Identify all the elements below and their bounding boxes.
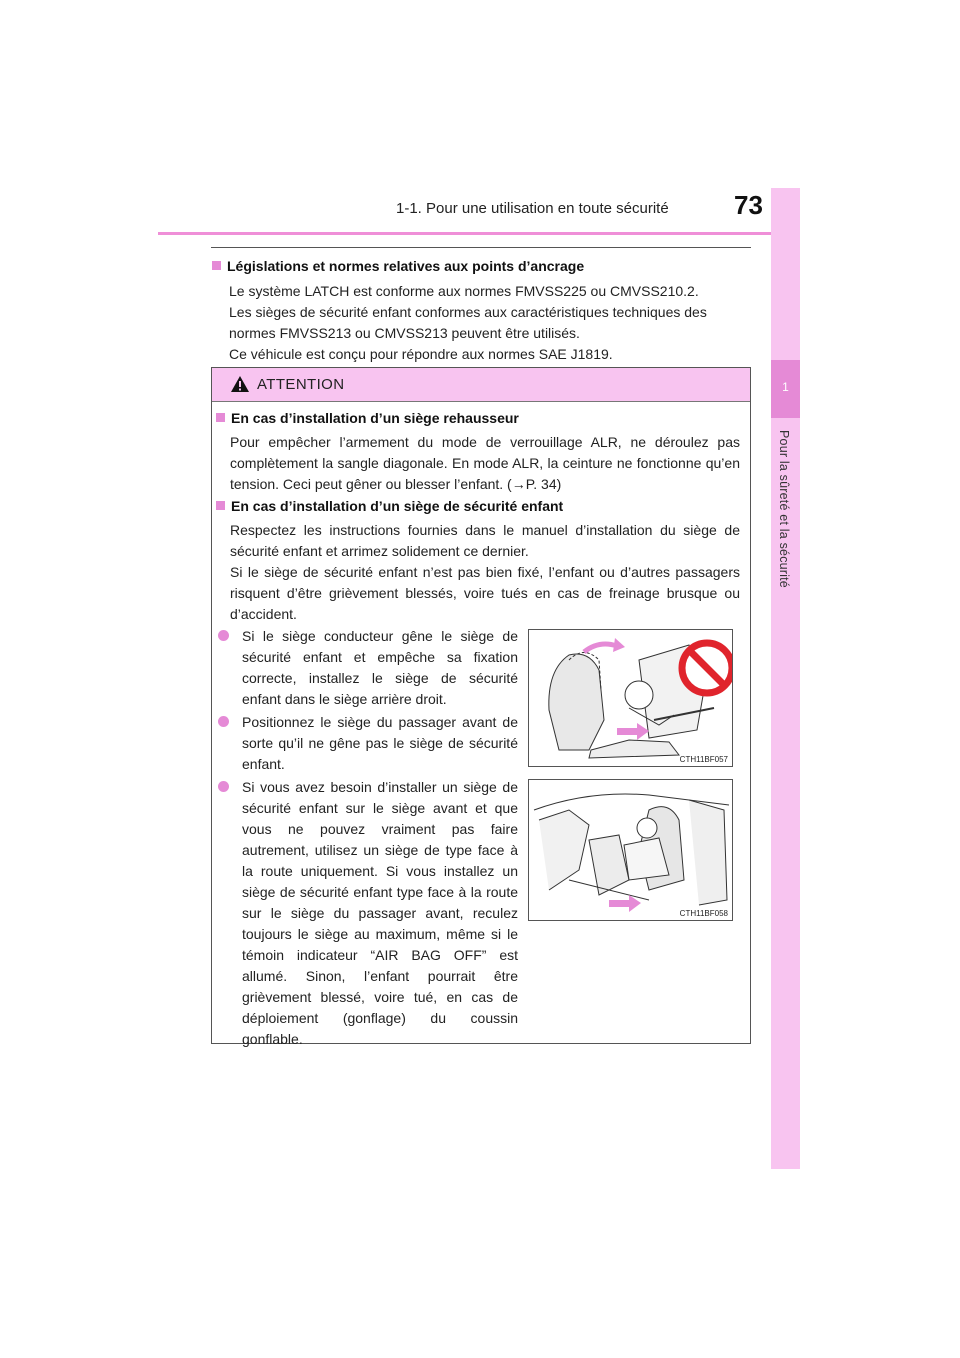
paragraph: Ce véhicule est conçu pour répondre aux normes SAE J1819.	[229, 346, 613, 362]
section-body	[229, 281, 749, 365]
square-bullet-icon	[216, 413, 225, 422]
section-heading	[212, 258, 584, 274]
attention-subheading	[216, 410, 519, 426]
bullet-text: Si le siège conducteur gêne le siège de sécurité enfant et empêche sa fixation correcte, installez le siège de sécurité enfant dans le siège arrière droit.	[242, 628, 518, 707]
paragraph: Respectez les instructions fournies dans le manuel d’installation du siège de sécurité enfant et arrimez solidement ce dernier.	[230, 522, 740, 559]
bullet-text: Positionnez le siège du passager avant de sorte qu’il ne gêne pas le siège de sécurité enfant.	[242, 714, 518, 772]
bullet-item	[218, 712, 518, 775]
attention-label: ATTENTION	[257, 376, 345, 393]
running-header-section: 1-1. Pour une utilisation en toute sécurité	[396, 200, 669, 217]
square-bullet-icon	[216, 501, 225, 510]
chapter-number: 1	[782, 380, 789, 394]
header-divider	[158, 232, 771, 235]
illustration-front-seat-interference	[528, 629, 733, 767]
square-bullet-icon	[212, 261, 221, 270]
paragraph: Si le siège de sécurité enfant n’est pas bien fixé, l’enfant ou d’autres passagers risquent d’être grièvement blessés, voire tués en cas de freinage brusque ou d’accident.	[230, 564, 740, 622]
circle-bullet-icon	[218, 630, 229, 641]
figure-code: CTH11BF057	[679, 755, 728, 764]
warning-triangle-icon	[230, 375, 250, 393]
paragraph: Pour empêcher l’armement du mode de verrouillage ALR, ne déroulez pas complètement la sangle diagonale. En mode ALR, la ceinture ne fonctionne qu’en tension. Ceci peut gêner ou blesser l’enfant. (→P. 34)	[230, 434, 740, 492]
section-rule	[211, 247, 751, 248]
paragraph: Les sièges de sécurité enfant conformes aux caractéristiques techniques des normes FMVSS213 ou CMVSS213 peuvent être utilisés.	[229, 304, 707, 341]
page-number: 73	[734, 190, 763, 220]
car-seat-illustration	[529, 630, 732, 766]
illustration-front-passenger-seat	[528, 779, 733, 921]
attention-paragraph	[230, 520, 740, 625]
bullet-item	[218, 777, 518, 1050]
circle-bullet-icon	[218, 716, 229, 727]
front-seat-child-seat-illustration	[529, 780, 732, 920]
attention-subheading-text: En cas d’installation d’un siège rehausseur	[231, 410, 519, 426]
attention-subheading-text: En cas d’installation d’un siège de sécurité enfant	[231, 498, 564, 514]
attention-box	[211, 367, 751, 1047]
attention-header	[212, 368, 750, 402]
bullet-text: Si vous avez besoin d’installer un siège de sécurité enfant sur le siège avant et que vous ne pouvez vraiment pas faire autrement, utilisez un siège de type face à la route uniquement. Si vous installez un siège de sécurité enfant type face à la route sur le siège du passager avant, reculez toujours le siège au maximum, même si le témoin indicateur “AIR BAG OFF” est allumé. Sinon, l’enfant pourrait être grièvement blessé, voire tué, en cas de déploiement (gonflage) du coussin gonflable.	[242, 779, 518, 1047]
chapter-title: Pour la sûreté et la sécurité	[777, 430, 791, 588]
paragraph: Le système LATCH est conforme aux normes FMVSS225 ou CMVSS210.2.	[229, 283, 699, 299]
attention-paragraph	[230, 432, 740, 495]
figure-code: CTH11BF058	[679, 909, 728, 918]
attention-subheading	[216, 498, 563, 514]
chapter-side-tab	[771, 188, 800, 1169]
section-heading-text: Législations et normes relatives aux points d’ancrage	[227, 258, 585, 274]
circle-bullet-icon	[218, 781, 229, 792]
bullet-item	[218, 626, 518, 710]
